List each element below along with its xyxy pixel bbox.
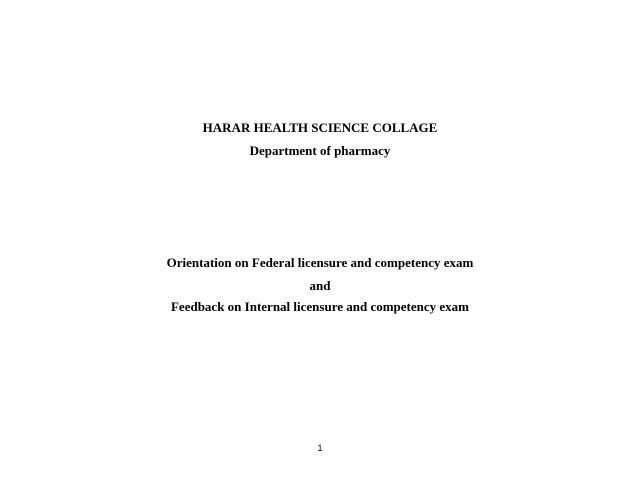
title-line-and: and xyxy=(309,278,331,293)
department-name: Department of pharmacy xyxy=(249,143,391,158)
title-line-feedback: Feedback on Internal licensure and competency exam xyxy=(170,299,470,314)
title-line-orientation: Orientation on Federal licensure and competency exam xyxy=(166,255,474,270)
college-name: HARAR HEALTH SCIENCE COLLAGE xyxy=(202,120,438,135)
page-number: 1 xyxy=(317,443,323,453)
